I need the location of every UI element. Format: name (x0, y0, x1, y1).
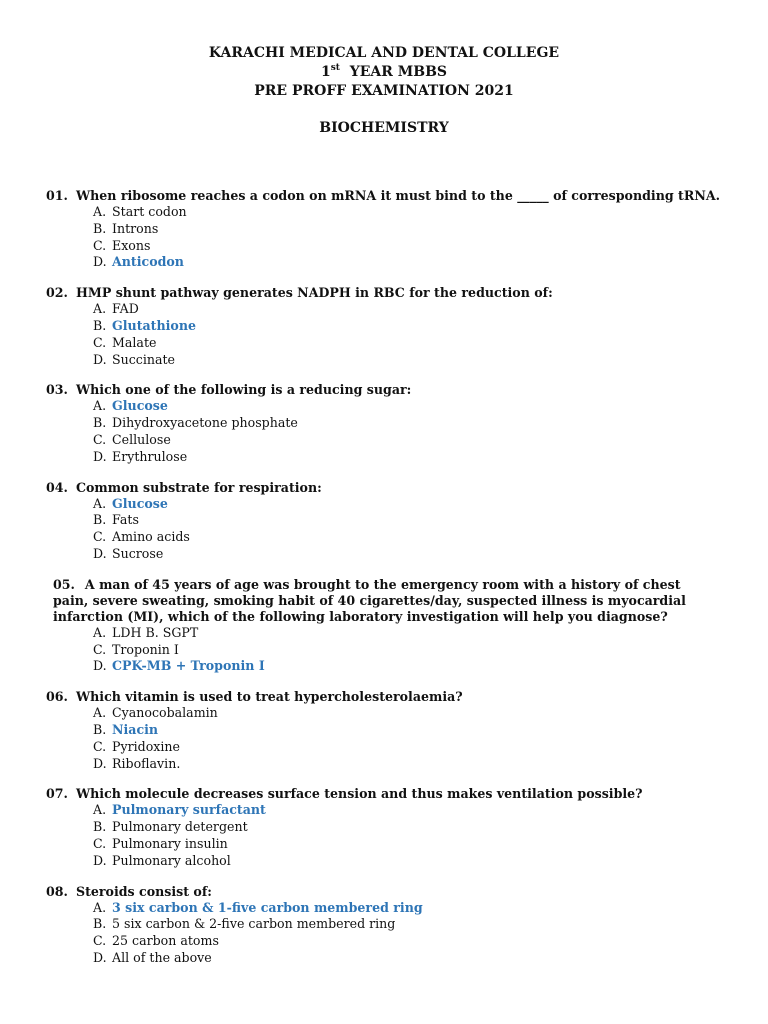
option-letter: A. (93, 301, 107, 317)
option-text: All of the above (112, 949, 212, 965)
option-letter: D. (93, 755, 107, 771)
subject-title: BIOCHEMISTRY (319, 120, 449, 136)
answer-option (0, 415, 768, 432)
correct-answer-text: Glutathione (112, 317, 196, 333)
option-letter: C. (93, 431, 107, 447)
year-number: 1 (320, 64, 331, 80)
correct-answer-text: Pulmonary surfactant (112, 802, 266, 818)
answer-option (0, 335, 768, 352)
question-stem (0, 786, 768, 802)
option-text: Fats (112, 512, 139, 528)
exam-title: PRE PROFF EXAMINATION 2021 (254, 83, 514, 99)
option-text: Amino acids (112, 529, 190, 545)
question-text: A man of 45 years of age was brought to the emergency room with a history of chest pain, severe sweating, smoking habit of 40 cigarettes/day, suspected illness is myocardial infarction (MI), which of the following laboratory investigation will help you diagnose? (53, 576, 686, 624)
option-text: Cellulose (112, 431, 171, 447)
answer-option (0, 836, 768, 853)
correct-answer-text: 3 six carbon & 1-five carbon membered ring (112, 899, 423, 915)
answer-option (0, 756, 768, 773)
question-item (0, 188, 768, 271)
exam-header (0, 44, 768, 138)
option-letter: B. (93, 512, 107, 528)
question-item (0, 285, 768, 368)
answer-option-correct (0, 658, 768, 675)
answer-option-correct (0, 254, 768, 271)
option-letter: B. (93, 317, 107, 333)
option-letter: D. (93, 448, 107, 464)
option-letter: C. (93, 334, 107, 350)
question-text: When ribosome reaches a codon on mRNA it must bind to the _____ of corresponding tRNA. (76, 188, 720, 203)
option-text: FAD (112, 301, 139, 317)
correct-answer-text: Anticodon (112, 254, 184, 270)
year-suffix: st (330, 63, 340, 73)
question-number: 08. (46, 883, 68, 899)
option-letter: D. (93, 254, 107, 270)
answer-option-correct (0, 496, 768, 513)
option-letter: B. (93, 819, 107, 835)
answer-option (0, 221, 768, 238)
option-letter: C. (93, 738, 107, 754)
option-letter: C. (93, 641, 107, 657)
question-text: Which one of the following is a reducing sugar: (76, 382, 412, 398)
question-text: Common substrate for respiration: (76, 479, 322, 495)
option-letter: D. (93, 852, 107, 868)
option-letter: C. (93, 529, 107, 545)
question-text: HMP shunt pathway generates NADPH in RBC for the reduction of: (76, 285, 553, 301)
answer-option (0, 352, 768, 369)
question-item (0, 480, 768, 563)
answer-option-correct (0, 900, 768, 917)
answer-option (0, 238, 768, 255)
answer-option (0, 853, 768, 870)
option-letter: C. (93, 237, 107, 253)
answer-option (0, 819, 768, 836)
question-list (0, 188, 768, 981)
question-stem (0, 480, 768, 496)
option-letter: D. (93, 658, 107, 674)
option-text: Riboflavin. (112, 755, 181, 771)
option-text: Malate (112, 334, 157, 350)
answer-option (0, 301, 768, 318)
option-letter: C. (93, 835, 107, 851)
option-text: Introns (112, 220, 159, 236)
answer-option (0, 933, 768, 950)
answer-option (0, 512, 768, 529)
answer-option-correct (0, 318, 768, 335)
option-text: Pulmonary insulin (112, 835, 228, 851)
answer-option (0, 529, 768, 546)
question-number: 03. (46, 382, 68, 398)
question-stem (0, 188, 768, 204)
question-text: Which vitamin is used to treat hypercholesterolaemia? (76, 689, 463, 705)
question-item (0, 884, 768, 967)
answer-option (0, 432, 768, 449)
answer-option (0, 950, 768, 967)
option-letter: B. (93, 721, 107, 737)
question-number: 06. (46, 689, 68, 705)
answer-option (0, 916, 768, 933)
question-stem (0, 382, 768, 398)
answer-option (0, 739, 768, 756)
option-letter: A. (93, 899, 107, 915)
option-letter: A. (93, 705, 107, 721)
option-text: Pyridoxine (112, 738, 180, 754)
correct-answer-text: CPK-MB + Troponin I (112, 658, 265, 674)
question-stem (0, 689, 768, 705)
option-letter: D. (93, 351, 107, 367)
year-text: YEAR MBBS (349, 64, 448, 80)
question-number: 07. (46, 786, 68, 802)
question-stem (0, 285, 768, 301)
question-number: 01. (46, 188, 68, 203)
option-text: LDH B. SGPT (112, 624, 199, 640)
question-stem (0, 884, 768, 900)
year-line (0, 63, 768, 82)
option-letter: B. (93, 916, 107, 932)
answer-option-correct (0, 722, 768, 739)
correct-answer-text: Glucose (112, 398, 168, 414)
question-number: 05. (53, 576, 75, 592)
answer-option-correct (0, 398, 768, 415)
correct-answer-text: Niacin (112, 721, 159, 737)
option-text: Pulmonary detergent (112, 819, 248, 835)
answer-option (0, 546, 768, 563)
answer-option (0, 625, 768, 642)
answer-option (0, 642, 768, 659)
answer-option (0, 204, 768, 221)
option-text: Start codon (112, 204, 187, 219)
question-item (0, 786, 768, 869)
option-letter: C. (93, 933, 107, 949)
option-letter: A. (93, 624, 107, 640)
question-item (0, 382, 768, 465)
option-text: Succinate (112, 351, 176, 367)
option-text: 25 carbon atoms (112, 933, 219, 949)
answer-option (0, 705, 768, 722)
option-letter: D. (93, 949, 107, 965)
question-stem (0, 577, 693, 625)
option-letter: B. (93, 220, 107, 236)
option-letter: A. (93, 204, 107, 219)
option-text: Cyanocobalamin (112, 705, 218, 721)
option-text: Sucrose (112, 545, 164, 561)
option-letter: A. (93, 495, 107, 511)
option-text: Dihydroxyacetone phosphate (112, 415, 298, 431)
option-text: Pulmonary alcohol (112, 852, 231, 868)
question-number: 04. (46, 479, 68, 495)
answer-option (0, 449, 768, 466)
option-text: Troponin I (112, 641, 179, 657)
option-text: 5 six carbon & 2-five carbon membered ring (112, 916, 396, 932)
option-letter: A. (93, 398, 107, 414)
option-letter: B. (93, 415, 107, 431)
option-letter: A. (93, 802, 107, 818)
college-name: KARACHI MEDICAL AND DENTAL COLLEGE (208, 45, 560, 61)
correct-answer-text: Glucose (112, 495, 168, 511)
question-item (0, 577, 768, 675)
answer-option-correct (0, 802, 768, 819)
question-text: Steroids consist of: (76, 883, 212, 899)
option-text: Erythrulose (112, 448, 188, 464)
question-item (0, 689, 768, 772)
question-text: Which molecule decreases surface tension and thus makes ventilation possible? (76, 786, 643, 802)
option-text: Exons (112, 237, 151, 253)
option-letter: D. (93, 545, 107, 561)
question-number: 02. (46, 285, 68, 301)
